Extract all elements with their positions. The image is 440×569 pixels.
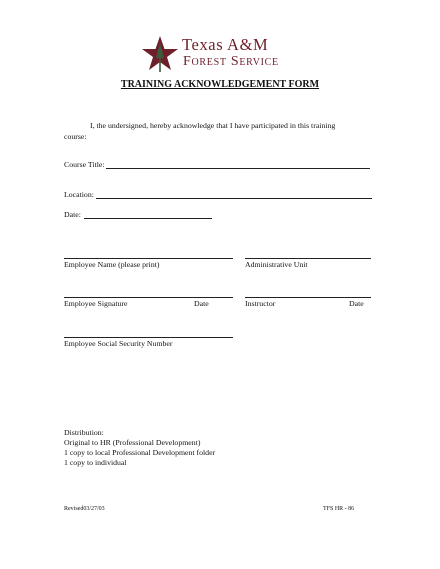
statement-line-1: I, the undersigned, hereby acknowledge that I have participated in this training bbox=[90, 121, 336, 130]
instructor-label: Instructor bbox=[245, 299, 276, 308]
course-title-label: Course Title: bbox=[64, 160, 105, 169]
instructor-field[interactable] bbox=[245, 297, 371, 298]
date-field[interactable] bbox=[84, 218, 212, 219]
logo-text-forest-service: Forest Service bbox=[183, 54, 279, 69]
texas-am-forest-service-logo bbox=[142, 34, 302, 74]
location-label: Location: bbox=[64, 190, 94, 199]
ssn-field[interactable] bbox=[64, 337, 233, 338]
administrative-unit-label: Administrative Unit bbox=[245, 260, 308, 269]
employee-name-label: Employee Name (please print) bbox=[64, 260, 160, 269]
distribution-item: 1 copy to local Professional Development folder bbox=[64, 448, 216, 457]
logo-text-texas-am: Texas A&M bbox=[182, 35, 269, 54]
form-title: TRAINING ACKNOWLEDGEMENT FORM bbox=[120, 79, 320, 90]
distribution-item: Original to HR (Professional Development) bbox=[64, 438, 201, 447]
statement-line-2: course: bbox=[64, 132, 87, 141]
date-label: Date: bbox=[64, 210, 81, 219]
ssn-label: Employee Social Security Number bbox=[64, 339, 173, 348]
employee-name-field[interactable] bbox=[64, 258, 233, 259]
distribution-item: 1 copy to individual bbox=[64, 458, 127, 467]
instructor-date-label: Date bbox=[349, 299, 364, 308]
employee-signature-date-label: Date bbox=[194, 299, 209, 308]
location-field[interactable] bbox=[96, 198, 372, 199]
employee-signature-label: Employee Signature bbox=[64, 299, 128, 308]
distribution-heading: Distribution: bbox=[64, 428, 104, 437]
employee-signature-field[interactable] bbox=[64, 297, 233, 298]
form-number: TFS HR - 86 bbox=[323, 506, 355, 512]
course-title-field[interactable] bbox=[106, 168, 370, 169]
administrative-unit-field[interactable] bbox=[245, 258, 371, 259]
revised-date: Revised03/27/03 bbox=[64, 506, 105, 512]
star-tree-icon bbox=[142, 34, 182, 74]
